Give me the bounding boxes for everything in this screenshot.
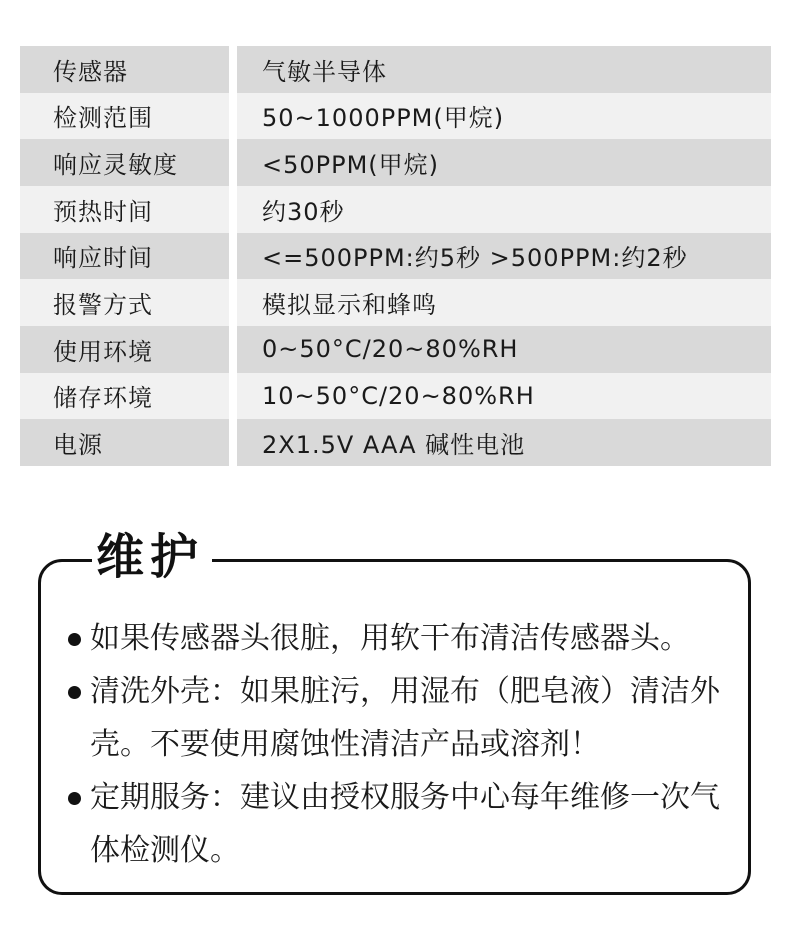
list-item: [66, 665, 736, 771]
spec-value: <50PPM(甲烷): [237, 139, 771, 186]
spec-label: 报警方式: [20, 279, 229, 326]
maintenance-list: [66, 612, 736, 877]
spec-row-storage-environment: [20, 373, 771, 420]
spec-value: <=500PPM:约5秒 >500PPM:约2秒: [237, 233, 771, 280]
spec-label: 响应时间: [20, 233, 229, 280]
spec-label: 电源: [20, 419, 229, 466]
spec-row-response-time: [20, 233, 771, 280]
spec-row-alarm-mode: [20, 279, 771, 326]
spec-value: 50~1000PPM(甲烷): [237, 93, 771, 140]
spec-row-sensor: [20, 46, 771, 93]
spec-row-power-supply: [20, 419, 771, 466]
maintenance-title: 维护: [92, 522, 212, 592]
spec-value: 气敏半导体: [237, 46, 771, 93]
spec-value: 约30秒: [237, 186, 771, 233]
spec-value: 模拟显示和蜂鸣: [237, 279, 771, 326]
spec-value: 2X1.5V AAA 碱性电池: [237, 419, 771, 466]
spec-table: [20, 46, 771, 466]
bullet-dot-icon: [68, 792, 81, 805]
spec-row-preheat-time: [20, 186, 771, 233]
spec-label: 检测范围: [20, 93, 229, 140]
maintenance-item-text: 清洗外壳：如果脏污，用湿布（肥皂液）清洁外壳。不要使用腐蚀性清洁产品或溶剂！: [90, 674, 720, 762]
spec-label: 传感器: [20, 46, 229, 93]
spec-value: 0~50°C/20~80%RH: [237, 326, 771, 373]
maintenance-item-text: 定期服务：建议由授权服务中心每年维修一次气体检测仪。: [90, 780, 720, 868]
spec-value: 10~50°C/20~80%RH: [237, 373, 771, 420]
list-item: [66, 612, 736, 665]
spec-label: 使用环境: [20, 326, 229, 373]
maintenance-item-text: 如果传感器头很脏，用软干布清洁传感器头。: [90, 621, 690, 656]
bullet-dot-icon: [68, 633, 81, 646]
list-item: [66, 771, 736, 877]
bullet-dot-icon: [68, 686, 81, 699]
spec-label: 响应灵敏度: [20, 139, 229, 186]
spec-row-detection-range: [20, 93, 771, 140]
spec-label: 预热时间: [20, 186, 229, 233]
spec-label: 储存环境: [20, 373, 229, 420]
spec-row-sensitivity: [20, 139, 771, 186]
spec-row-operating-environment: [20, 326, 771, 373]
